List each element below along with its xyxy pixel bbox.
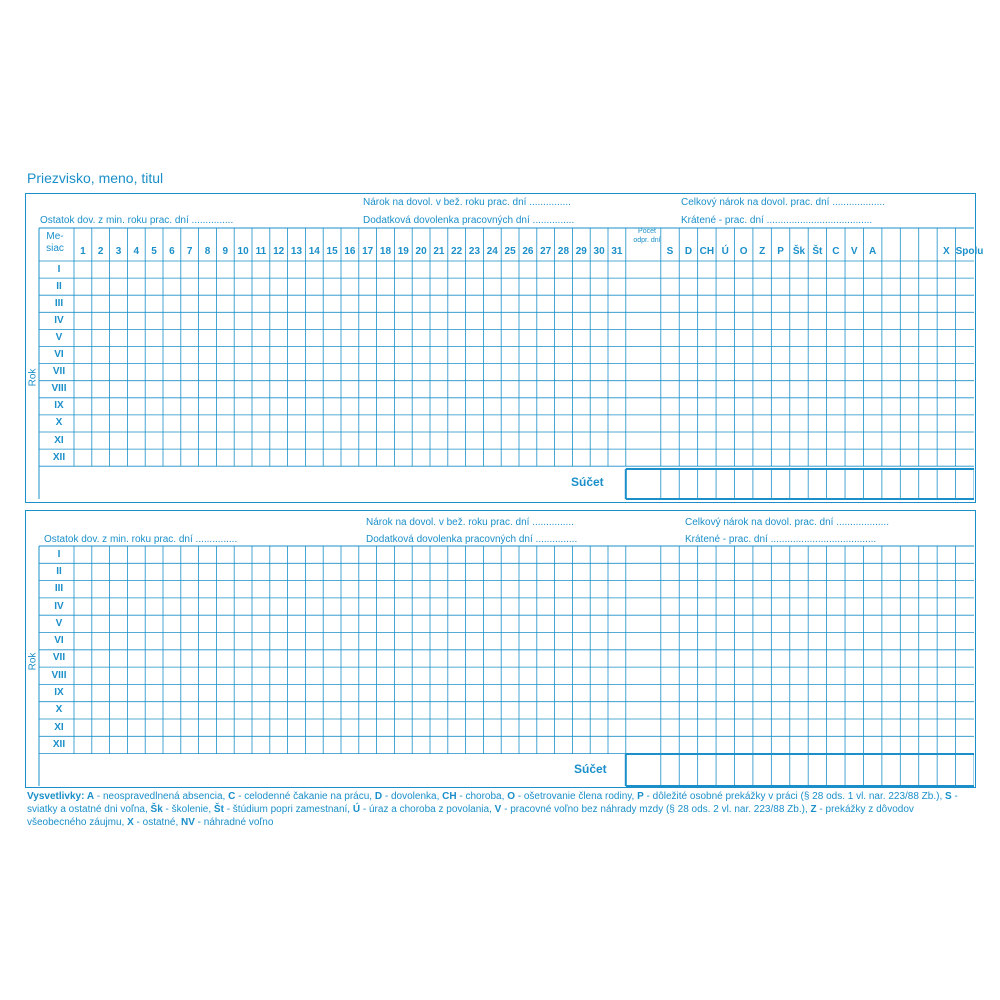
month-label: I <box>57 548 61 560</box>
day-header: 4 <box>133 246 140 257</box>
pocet-label: Počet odpr. dní <box>633 228 661 244</box>
legend-text: - štúdium popri zamestnaní, <box>223 804 353 815</box>
legend <box>27 790 975 829</box>
day-header: 23 <box>468 246 481 257</box>
day-header: 28 <box>557 246 570 257</box>
month-label: X <box>55 417 63 429</box>
attendance-block-2 <box>25 510 976 788</box>
month-label: III <box>54 297 64 309</box>
legend-text: - celodenné čakanie na prácu, <box>235 791 375 802</box>
day-header: 15 <box>326 246 338 257</box>
sucet-label: Súčet <box>571 475 604 489</box>
day-header: 20 <box>415 246 427 257</box>
celkovy-field-2[interactable]: Celkový nárok na dovol. prac. dní ................... <box>685 517 889 528</box>
grid-lines <box>26 194 984 502</box>
day-header: 6 <box>169 246 175 257</box>
code-header: O <box>739 246 748 257</box>
legend-code: Ú <box>352 804 361 815</box>
day-header: 10 <box>237 246 249 257</box>
legend-text: - prekážky z dôvodov všeobecného záujmu, <box>27 804 914 828</box>
legend-code: Šk <box>150 804 163 815</box>
legend-label: Vysvetlivky: <box>27 791 87 802</box>
day-header: 29 <box>575 246 587 257</box>
month-label: II <box>56 565 62 577</box>
dodatkova-field[interactable]: Dodatková dovolenka pracovných dní ............... <box>363 215 575 226</box>
month-label: III <box>54 583 64 595</box>
day-header: 17 <box>362 246 374 257</box>
day-header: 19 <box>397 246 409 257</box>
mesiac-label: Me-siac <box>46 231 64 254</box>
code-header: CH <box>699 246 715 257</box>
legend-code: C <box>228 791 236 802</box>
month-label: V <box>55 617 63 629</box>
code-header: V <box>850 246 858 257</box>
legend-code: Z <box>810 804 817 815</box>
month-label: IV <box>54 314 64 326</box>
day-header: 9 <box>222 246 229 257</box>
legend-code: CH <box>442 791 457 802</box>
narok-field[interactable]: Nárok na dovol. v bež. roku prac. dní ............... <box>363 197 571 208</box>
legend-text: - sviatky a ostatné dni voľna, <box>27 791 958 815</box>
legend-text: - dôležité osobné prekážky v práci (§ 28 ods. 1 vl. nar. 223/88 Zb.), <box>643 791 946 802</box>
rok-label: Rok <box>27 368 39 387</box>
day-header: 3 <box>115 246 122 257</box>
code-header: D <box>684 246 693 257</box>
code-header: A <box>869 246 877 257</box>
day-header: 12 <box>273 246 285 257</box>
month-label: VIII <box>51 383 67 395</box>
kratene-field-2[interactable]: Krátené - prac. dní ...................................... <box>685 534 877 545</box>
month-label: VII <box>52 366 66 378</box>
day-header: 11 <box>255 246 267 257</box>
code-header: Ú <box>721 246 729 257</box>
legend-text: - náhradné voľno <box>194 817 274 828</box>
day-header: 13 <box>290 246 303 257</box>
month-label: I <box>57 263 61 275</box>
day-header: 24 <box>486 246 498 257</box>
legend-code: S <box>945 791 952 802</box>
form-title: Priezvisko, meno, titul <box>27 170 164 186</box>
day-header: 7 <box>186 246 193 257</box>
month-label: XI <box>54 721 64 733</box>
legend-text: - neospravedlnená absencia, <box>94 791 229 802</box>
month-label: V <box>55 331 63 343</box>
day-header: 30 <box>593 246 605 257</box>
day-header: 8 <box>204 246 211 257</box>
month-label: XII <box>52 451 66 463</box>
code-header: S <box>666 246 674 257</box>
day-header: 27 <box>540 246 552 257</box>
month-label: IX <box>54 400 64 412</box>
narok-field-2[interactable]: Nárok na dovol. v bež. roku prac. dní ............... <box>366 517 574 528</box>
sucet-label-2: Súčet <box>574 762 607 776</box>
legend-text: - dovolenka, <box>382 791 443 802</box>
day-header: 16 <box>344 246 356 257</box>
month-label: XI <box>54 434 64 446</box>
rok-label-2: Rok <box>27 652 39 671</box>
code-header: P <box>777 246 784 257</box>
legend-code: Št <box>213 804 224 815</box>
month-label: X <box>55 704 63 716</box>
code-header: Šk <box>792 246 806 257</box>
month-label: XII <box>52 738 66 750</box>
legend-code: O <box>507 791 515 802</box>
kratene-field[interactable]: Krátené - prac. dní ...................................... <box>681 215 873 226</box>
code-header: Z <box>759 246 766 257</box>
legend-code: V <box>494 804 502 815</box>
month-label: IX <box>54 687 64 699</box>
code-header: X <box>943 246 950 257</box>
day-header: 14 <box>308 246 320 257</box>
grid-lines-2 <box>26 511 974 787</box>
code-header: C <box>832 246 840 257</box>
attendance-block-1 <box>25 193 984 503</box>
ostatok-field-2[interactable]: Ostatok dov. z min. roku prac. dní ............... <box>44 534 238 545</box>
month-label: II <box>56 280 62 292</box>
legend-text: - ošetrovanie člena rodiny, <box>514 791 638 802</box>
day-header: 22 <box>451 246 463 257</box>
day-header: 18 <box>379 246 392 257</box>
legend-code: D <box>374 791 383 802</box>
legend-code: P <box>637 791 644 802</box>
celkovy-field[interactable]: Celkový nárok na dovol. prac. dní ................... <box>681 197 885 208</box>
day-header: 1 <box>80 246 86 257</box>
month-label: VII <box>52 652 66 664</box>
legend-text: - pracovné voľno bez náhrady mzdy (§ 28 ods. 2 vl. nar. 223/88 Zb.), <box>501 804 811 815</box>
day-header: 26 <box>522 246 534 257</box>
ostatok-field[interactable]: Ostatok dov. z min. roku prac. dní ............... <box>40 215 234 226</box>
code-header: Spolu <box>955 246 984 257</box>
legend-text: - ostatné, <box>133 817 181 828</box>
day-header: 2 <box>97 246 104 257</box>
month-label: VI <box>54 349 64 361</box>
month-label: VIII <box>51 669 67 681</box>
code-header: Št <box>812 246 823 257</box>
legend-code: X <box>127 817 134 828</box>
legend-code: A <box>86 791 95 802</box>
day-header: 21 <box>433 246 445 257</box>
day-header: 31 <box>611 246 623 257</box>
legend-text: - školenie, <box>162 804 214 815</box>
legend-code: NV <box>181 817 195 828</box>
legend-text: - choroba, <box>456 791 508 802</box>
legend-text: - úraz a choroba z povolania, <box>360 804 495 815</box>
day-header: 25 <box>504 246 516 257</box>
dodatkova-field-2[interactable]: Dodatková dovolenka pracovných dní ............... <box>366 534 578 545</box>
month-label: IV <box>54 600 64 612</box>
month-label: VI <box>54 635 64 647</box>
day-header: 5 <box>151 246 157 257</box>
